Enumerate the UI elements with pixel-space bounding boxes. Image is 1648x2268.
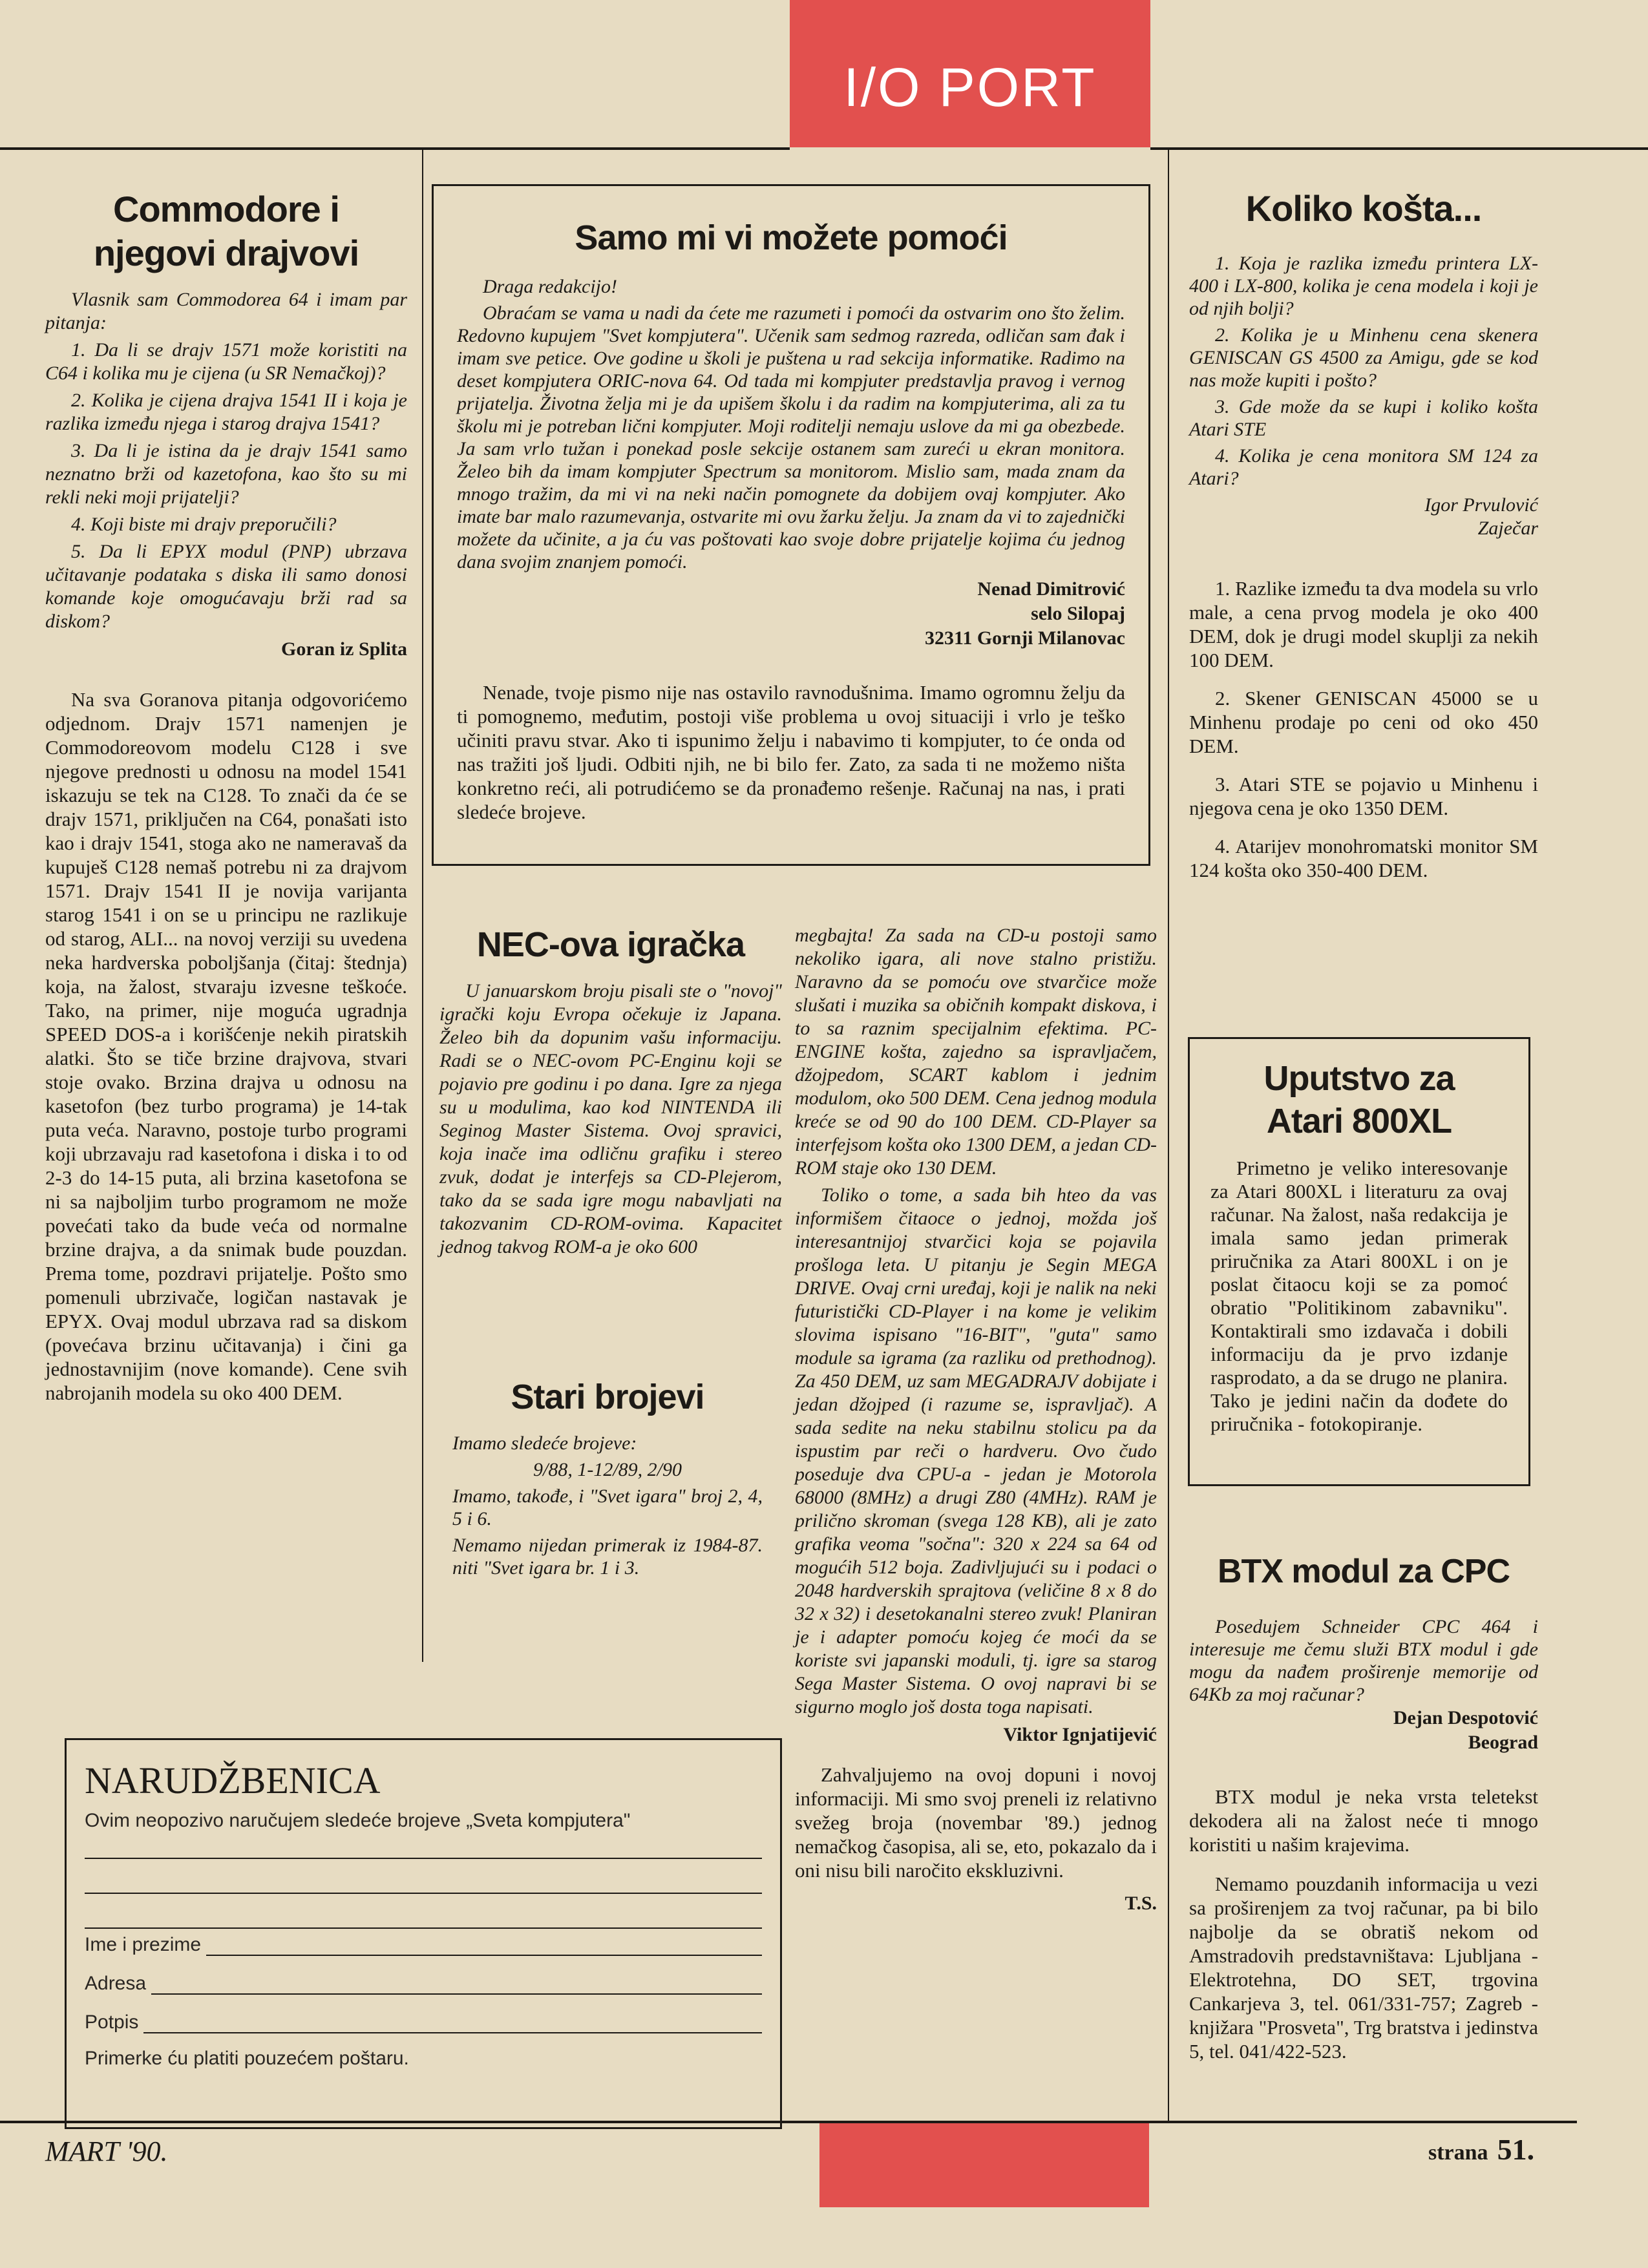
page-number-group <box>1428 2132 1534 2167</box>
question: 4. Kolika je cena monitora SM 124 za Atari? <box>1189 445 1538 489</box>
editorial-answer: BTX modul je neka vrsta teletekst dekodera ali na žalost neće ti mnogo koristiti u našim krajevima. <box>1189 1785 1538 1856</box>
signature-row <box>85 2011 762 2033</box>
question: 3. Gde može da se kupi i koliko košta Atari STE <box>1189 396 1538 440</box>
letter-paragraph: 4. Koji biste mi drajv preporučili? <box>71 514 337 535</box>
reader-letter: Posedujem Schneider CPC 464 i interesuje me čemu služi BTX modul i gde mogu da nađem proširenje memorije od 64Kb za moj računar? <box>1189 1616 1538 1705</box>
letter-signature-name: Dejan Despotović <box>1393 1707 1538 1728</box>
page-label: strana <box>1428 2141 1488 2165</box>
editor-initials: T.S. <box>1125 1893 1157 1914</box>
letter-signature: Viktor Ignjatijević <box>1003 1724 1157 1745</box>
article-nec <box>439 924 782 1259</box>
issues-input-line-2[interactable] <box>85 1859 762 1894</box>
answer: 4. Atarijev monohromatski monitor SM 124 košta oko 350-400 DEM. <box>1189 835 1538 881</box>
article-btx <box>1189 1551 1538 2063</box>
address-input-line[interactable] <box>151 1974 762 1995</box>
article-title: Samo mi vi možete pomoći <box>575 218 1008 257</box>
editorial-answer: Nenade, tvoje pismo nije nas ostavilo ravnodušnima. Imamo ogromnu želju da ti pomognemo, međutim, postoji više problema u ovoj situaciji i vrlo je teško učiniti pravu stvar. Ako ti ispunimo želju i nabavimo ti kompjuter, to će onda od nas tražiti još ljudi. Odbiti njih, ne bi bilo fer. Zato, za sada ti ne možemo ništa konkretno reći, ali potrudićemo se da pronađemo rešenje. Računaj na nas, i prati sledeće brojeve. <box>457 681 1125 823</box>
address-row <box>85 1973 762 1995</box>
article-commodore <box>45 187 407 1405</box>
letter-signature: Goran iz Splita <box>280 638 407 660</box>
answer: 2. Skener GENISCAN 45000 se u Minhenu prodaje po ceni od oko 450 DEM. <box>1189 687 1538 757</box>
question: 2. Kolika je u Minhenu cena skenera GENISCAN GS 4500 za Amigu, gde se kod nas može kupiti i pošto? <box>1189 324 1538 391</box>
article-title: Stari brojevi <box>511 1378 704 1416</box>
letter-signature-place: Zaječar <box>1477 518 1538 539</box>
back-issues-list <box>439 1432 776 1579</box>
list-item: Imamo, takođe, i "Svet igara" broj 2, 4, 5 i 6. <box>452 1486 763 1529</box>
page-number: 51. <box>1497 2133 1535 2166</box>
issue-date: MART '90. <box>45 2136 168 2167</box>
issues-input-line-1[interactable] <box>85 1832 762 1859</box>
letter-paragraph: Toliko o tome, a sada bih hteo da vas informišem čitaoce o jednoj, možda još interesantnijoj stvarčici koja se pojavila prošloga leta. U pitanju je Segin MEGA DRIVE. Ovaj crni uređaj, koji je nalik na neki futuristički CD-Player i na kome je velikim slovima ispisano "16-BIT", "guta" samo module sa igrama (za razliku od prethodnog). Za 450 DEM, uz sam MEGADRAJV dobijate i jedan džojped (i razume se, ispravljač). A sada sedite na neku stabilnu stolicu pa da ispustim par reči o hardveru. Ovo čudo poseduje dva CPU-a - jedan je Motorola 68000 (8MHz) a drugi Z80 (4MHz). RAM je prilično skroman (svega 128 KB), ali je zato grafika veoma "sočna": 320 x 224 sa 64 od mogućih 512 boja. Zadivljujući su i podaci o 2048 hardverskih sprajtova (veličine 8 x 8 do 32 x 32) i desetokanalni stereo zvuk! Planiran je i adapter pomoću kojeg će moći da se koriste svi japanski moduli, tj. igre sa starog Sega Master Sistema. O ovoj napravi bi se sigurno moglo još dosta toga napisati. <box>795 1184 1157 1717</box>
article-samo-box <box>432 184 1150 866</box>
order-form-intro: Ovim neopozivo naručujem sledeće brojeve „Sveta kompjutera" <box>85 1810 631 1831</box>
letter-paragraph: 3. Da li je istina da je drajv 1541 samo neznatno brži od kazetofona, kao što su mi rekli neki moji prijatelji? <box>45 440 407 508</box>
article-title: Uputstvo za Atari 800XL <box>1263 1059 1455 1140</box>
editorial-answers <box>1189 576 1538 882</box>
question: 1. Koja je razlika između printera LX-400 i LX-800, kolika je cena modela i koji je od njih bolji? <box>1189 253 1538 319</box>
letter-paragraph: 2. Kolika je cijena drajva 1541 II i koja je razlika između njega i starog drajva 1541? <box>45 390 407 434</box>
list-item: Nemamo nijedan primerak iz 1984-87. niti "Svet igara br. 1 i 3. <box>452 1535 763 1579</box>
address-label: Adresa <box>85 1973 147 1994</box>
editorial-answer: Nemamo pouzdanih informacija u vezi sa proširenjem za tvoj računar, pa bi bilo najbolje da se obratiš nekom od Amstradovih predstavništava: Ljubljana - Elektrotehna, DO SET, trgovina Cankarjeva 3, tel. 061/331-757; Zagreb - knjižara "Prosveta", Trg bratstva i jedinstva 5, tel. 041/422-523. <box>1189 1873 1538 2063</box>
article-stari-brojevi <box>439 1376 776 1583</box>
section-header: I/O PORT <box>790 0 1150 147</box>
reader-questions <box>1189 252 1538 490</box>
notice-text: Primetno je veliko interesovanje za Atari 800XL i literaturu za ovaj računar. Na žalost, naša redakcija je imala samo jedan primerak priručnika za Atari 800XL i on je poslat čitaocu koji se za pomoć obratio "Politikinom zabavniku". Kontaktirali smo izdavača i dobili informaciju da je prvo izdanje rasprodato, a da se drugo ne planira. Tako je jedini način da dođete do priručnika - fotokopiranje. <box>1210 1157 1508 1435</box>
order-form-title: NARUDŽBENICA <box>85 1759 381 1801</box>
article-koliko-kosta <box>1189 187 1538 886</box>
footer-accent-band <box>819 2123 1149 2207</box>
name-input-line[interactable] <box>206 1935 762 1956</box>
letter-paragraph: Obraćam se vama u nadi da ćete me razumeti i pomoći da ostvarim ono što želim. Redovno kupujem "Svet kompjutera". Učenik sam sedmog razreda, odličan sam đak i imam sve petice. Ove godine u školi je puštena u rad sekcija informatike. Radimo na deset kompjutera ORIC-nova 64. Od tada mi kompjuter predstavlja pravog i vernog prijatelja. Životna želja mi je da upišem školu i da radim na kompjuterima, ali za tu školu mi je potreban lični kompjuter. Moji roditelji nemaju uslove da mi ga obezbede. Ja sam vrlo tužan i ponekad posle sekcije ostanem sam zureći u ekran monitora. Želeo bih da imam kompjuter Spectrum sa monitorom. Mislio sam, mada znam da mnogo tražim, da mi vi na neki način pomognete da dobijem ovaj kompjuter. Ako imate bar malo razumevanja, ostvarite mi ovu žarku želju. Ja znam da vi to zajednički možete da učinite, a ja ću vas poštovati kao svoje dobre prijatelje kojima ću jednog dana svojim znanjem pomoći. <box>457 302 1125 572</box>
article-uputstvo-box <box>1188 1037 1530 1486</box>
letter-paragraph: megbajta! Za sada na CD-u postoji samo nekoliko igara, ali nove stalno pristižu. Naravno da se pomoću ove stvarčice može slušati i muzika sa običnih kompakt diskova, i to sa raznim specijalnim efektima. PC-ENGINE košta, zajedno sa ispravljačem, džojpedom, SCART kablom i jednim modulom, oko 500 DEM. Cena jednog modula kreće se od 90 do 100 DEM. CD-Player sa interfejsom košta oko 1300 DEM, a jedan CD-ROM staje oko 130 DEM. <box>795 925 1157 1179</box>
reader-letter: U januarskom broju pisali ste o "novoj" igrački koju Evropa očekuje iz Japana. Želeo bih da dopunim vašu informaciju. Radi se o NEC-ovom PC-Enginu koji se pojavio pre godinu i po dana. Igre za njega su u modulima, kao kod NINTENDA ili Seginog Master Sistema. Ovoj spravici, koja inače ima odličnu grafiku i stereo zvuk, dodat je interfejs sa CD-Plejerom, tako da se sada igre mogu nabavljati na takozvanim CD-ROM-ovima. Kapacitet jednog takvog ROM-a je oko 600 <box>439 980 782 1257</box>
letter-paragraph: 1. Da li se drajv 1571 može koristiti na C64 i kolika mu je cijena (u SR Nemačkoj)? <box>45 339 407 384</box>
letter-signature-name: Igor Prvulović <box>1424 494 1538 516</box>
bottom-rule <box>0 2121 1577 2123</box>
list-item: Imamo sledeće brojeve: <box>452 1433 637 1454</box>
article-title: NEC-ova igračka <box>476 925 745 964</box>
letter-paragraph: Vlasnik sam Commodorea 64 i imam par pitanja: <box>45 289 407 333</box>
letter-signature-place: Beograd <box>1468 1732 1538 1753</box>
signature-label: Potpis <box>85 2011 139 2033</box>
editorial-answer: Zahvaljujemo na ovoj dopuni i novoj informaciji. Mi smo svoj preneli iz relativno svežeg broja (novembar '89.) jednog nemačkog časopisa, ali se, eto, pokazalo da i oni nisu bili naročito ekskluzivni. <box>795 1763 1157 1882</box>
article-title: BTX modul za CPC <box>1217 1553 1510 1590</box>
reader-letter <box>457 275 1125 573</box>
signature-input-line[interactable] <box>143 2013 762 2033</box>
payment-note: Primerke ću platiti pouzećem poštaru. <box>85 2048 409 2069</box>
letter-paragraph: 5. Da li EPYX modul (PNP) ubrzava učitavanje podataka s diska ili samo donosi komande koje omogućavaju brži rad sa diskom? <box>45 541 407 632</box>
article-title: Commodore i njegovi drajvovi <box>93 189 359 273</box>
letter-signature-name: Nenad Dimitrović <box>977 578 1125 600</box>
name-row <box>85 1934 762 1956</box>
letter-signature-place: selo Silopaj <box>1031 603 1125 624</box>
column-divider-1 <box>422 150 423 1662</box>
article-title: Koliko košta... <box>1245 188 1482 229</box>
order-form <box>65 1738 782 2129</box>
issues-input-line-3[interactable] <box>85 1894 762 1929</box>
name-label: Ime i prezime <box>85 1934 202 1955</box>
answer: 3. Atari STE se pojavio u Minhenu i njegova cena je oko 1350 DEM. <box>1189 773 1538 819</box>
letter-paragraph: Draga redakcijo! <box>483 276 618 297</box>
article-nec-continued <box>795 924 1157 1916</box>
column-divider-3 <box>1168 150 1169 2121</box>
reader-letter <box>45 288 407 633</box>
editorial-answer: Na sva Goranova pitanja odgovorićemo odjednom. Drajv 1571 namenjen je Commodoreovom modelu C128 i sve njegove prednosti u odnosu na model 1541 iskazuju se tek na C128. To znači da će se drajv 1571, priključen na C64, ponašati isto kao i drajv 1541, stoga ako ne nameravaš da kupuješ C128 nemaš potrebu ni za drajvom 1571. Drajv 1541 II je novija varijanta starog 1541 i on se u principu ne razlikuje od starog, ALI... na novoj verziji su uvedena neka hardverska poboljšanja (čitaj: štednja) koja, na žalost, stvaraju izvesne teškoće. Tako, na primer, nije moguća ugradnja SPEED DOS-a i korišćenje nekih piratskih alatki. Što se tiče brzine drajvova, stvari stoje ovako. Brzina drajva u odnosu na kasetofon (bez turbo programa) je 14-tak puta veća. Naravno, postoje turbo programi koji ubrzavaju rad kasetofona i diska i to od 2-3 do 14-15 puta, ali brzina kasetofona se ni sa najboljim turbo programom ne može povećati tako da bude veća od normalne brzine drajva, a da snimak bude pouzdan. Prema tome, pozdravi prijatelje. Pošto smo pomenuli ubrzivače, logičan nastavak je EPYX. Ovaj modul ubrzava rad sa diskom (povećava brzinu učitavanja) i čini ga jednostavnijim (nove komande). Cene svih nabrojanih modela su oko 400 DEM. <box>45 688 407 1404</box>
answer: 1. Razlike između ta dva modela su vrlo male, a cena prvog modela je oko 400 DEM, dok je drugi model skuplji za nekih 100 DEM. <box>1189 577 1538 671</box>
letter-signature-address: 32311 Gornji Milanovac <box>925 627 1125 649</box>
list-item: 9/88, 1-12/89, 2/90 <box>533 1459 682 1480</box>
top-rule-right <box>1150 147 1648 150</box>
top-rule-left <box>0 147 790 150</box>
